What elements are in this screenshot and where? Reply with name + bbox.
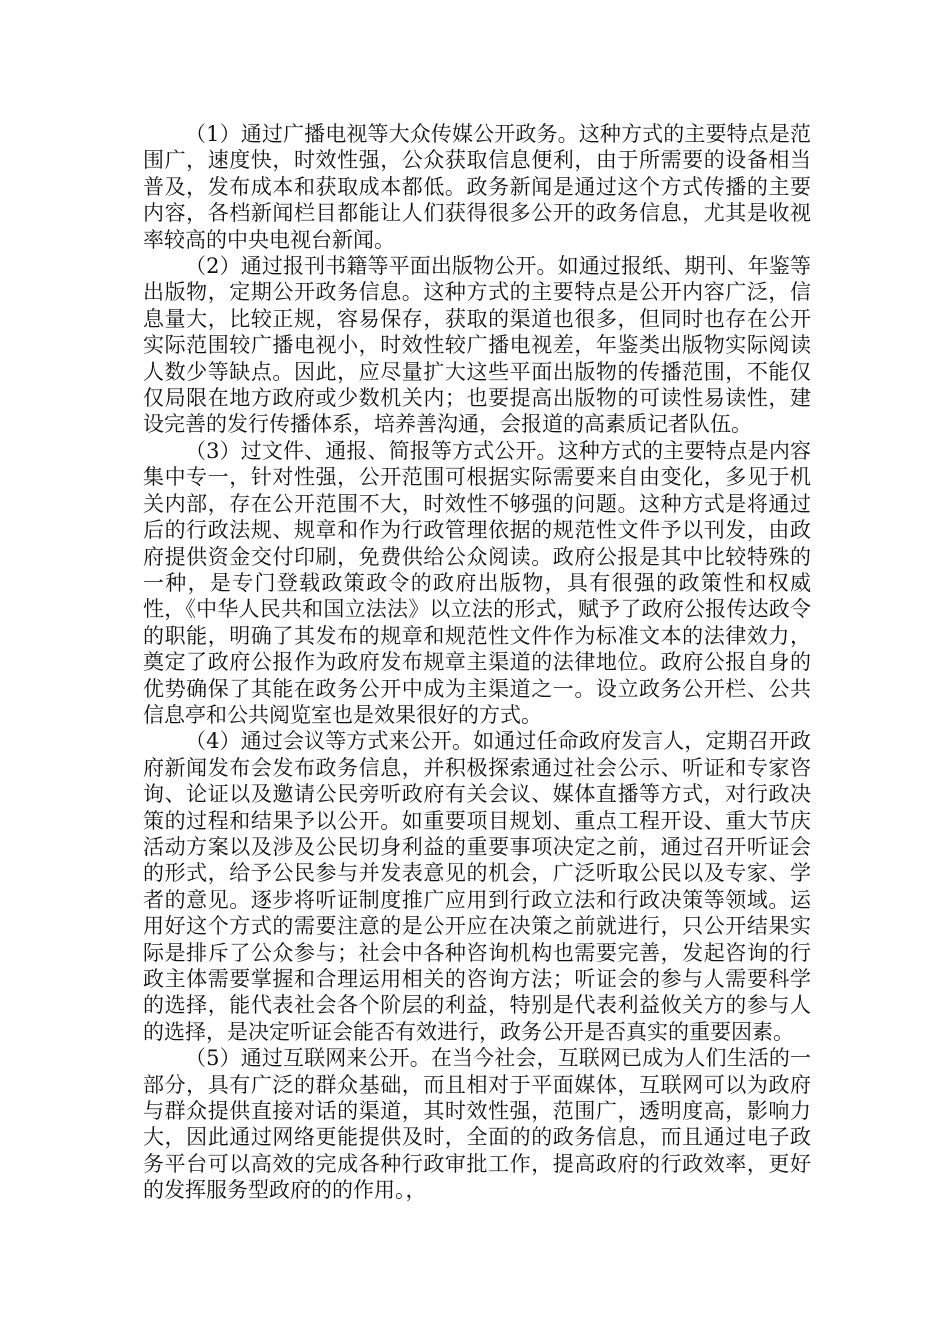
paragraph-internet: （5）通过互联网来公开。在当今社会，互联网已成为人们生活的一部分，具有广泛的群众基础，而且相对于平面媒体，互联网可以为政府与群众提供直接对话的渠道，其时效性强，范围广，透明度高，影响力大，因此通过网络更能提供及时，全面的的政务信息，而且通过电子政务平台可以高效的完成各种行政审批工作，提高政府的行政效率，更好的发挥服务型政府的的作用。， xyxy=(143,1046,811,1203)
paragraph-meetings: （4）通过会议等方式来公开。如通过任命政府发言人，定期召开政府新闻发布会发布政务信息，并积极探索通过社会公示、听证和专家咨询、论证以及邀请公民旁听政府有关会议、媒体直播等方式，对行政决策的过程和结果予以公开。如重要项目规划、重点工程开设、重大节庆活动方案以及涉及公民切身利益的重要事项决定之前，通过召开听证会的形式，给予公民参与并发表意见的机会，广泛听取公民以及专家、学者的意见。逐步将听证制度推广应用到行政立法和行政决策等领域。运用好这个方式的需要注意的是公开应在决策之前就进行，只公开结果实际是排斥了公众参与；社会中各种咨询机构也需要完善，发起咨询的行政主体需要掌握和合理运用相关的咨询方法；听证会的参与人需要科学的选择，能代表社会各个阶层的利益，特别是代表利益攸关方的参与人的选择，是决定听证会能否有效进行，政务公开是否真实的重要因素。 xyxy=(143,729,811,1044)
paragraph-print-publications: （2）通过报刊书籍等平面出版物公开。如通过报纸、期刊、年鉴等出版物，定期公开政务信息。这种方式的主要特点是公开内容广泛，信息量大，比较正规，容易保存，获取的渠道也很多，但同时也存在公开实际范围较广播电视小，时效性较广播电视差，年鉴类出版物实际阅读人数少等缺点。因此，应尽量扩大这些平面出版物的传播范围，不能仅仅局限在地方政府或少数机关内；也要提高出版物的可读性易读性，建设完善的发行传播体系，培养善沟通，会报道的高素质记者队伍。 xyxy=(143,254,811,437)
paragraph-documents-bulletins: （3）过文件、通报、简报等方式公开。这种方式的主要特点是内容集中专一，针对性强，公开范围可根据实际需要来自由变化，多见于机关内部，存在公开范围不大，时效性不够强的问题。这种方式是将通过后的行政法规、规章和作为行政管理依据的规范性文件予以刊发，由政府提供资金交付印刷，免费供给公众阅读。政府公报是其中比较特殊的一种，是专门登载政策政令的政府出版物，具有很强的政策性和权威性，《中华人民共和国立法法》以立法的形式，赋予了政府公报传达政令的职能，明确了其发布的规章和规范性文件作为标准文本的法律效力，奠定了政府公报作为政府发布规章主渠道的法律地位。政府公报自身的优势确保了其能在政务公开中成为主渠道之一。设立政务公开栏、公共信息亭和公共阅览室也是效果很好的方式。 xyxy=(143,438,811,727)
document-page xyxy=(143,121,811,1204)
paragraph-broadcast: （1）通过广播电视等大众传媒公开政务。这种方式的主要特点是范围广，速度快，时效性强，公众获取信息便利，由于所需要的设备相当普及，发布成本和获取成本都低。政务新闻是通过这个方式传播的主要内容，各档新闻栏目都能让人们获得很多公开的政务信息，尤其是收视率较高的中央电视台新闻。 xyxy=(143,122,811,252)
